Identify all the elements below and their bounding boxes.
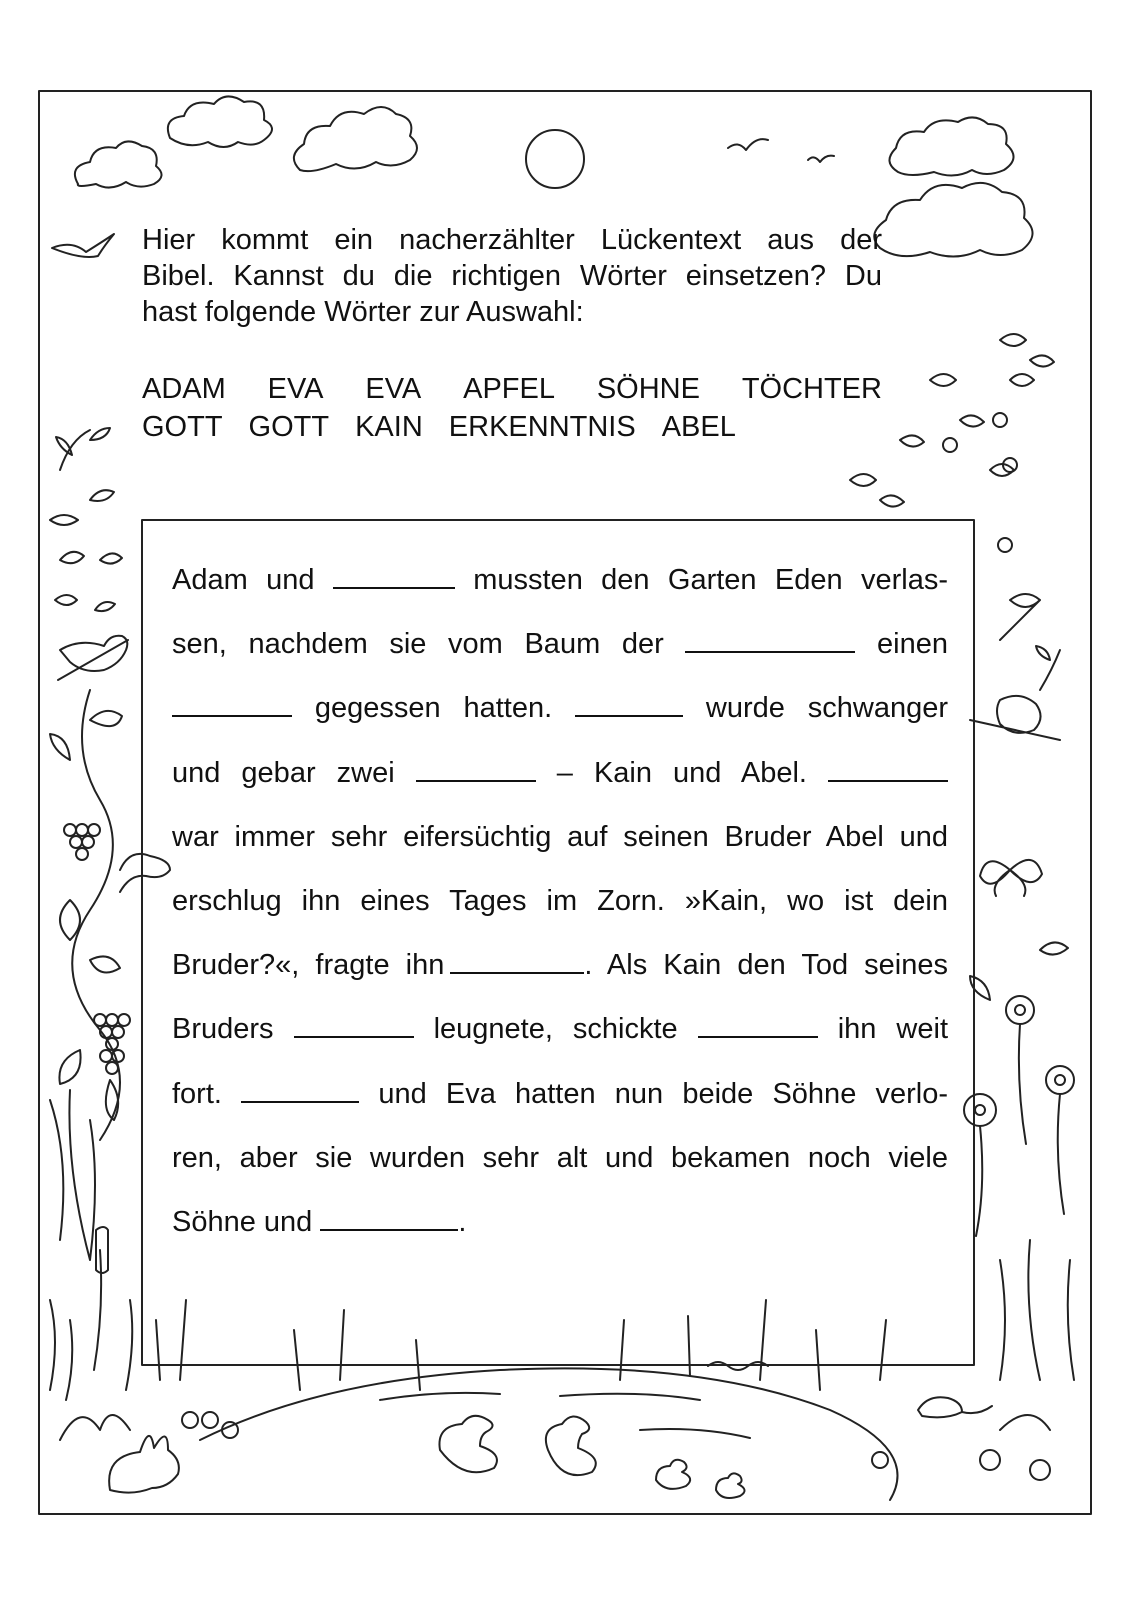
word-bank-row [142,370,882,408]
duck-icon [439,1416,496,1472]
story-text: . [458,1205,467,1238]
intro-line: Bibel. Kannst du die richtigen Wörter einsetzen? Du [142,260,882,292]
word-bank-word: ERKENNTNIS [448,411,636,443]
story-text: Bruders [172,1013,274,1046]
cloud-icon [75,141,162,187]
word-bank-word: EVA [267,373,324,405]
duck-icon [546,1416,596,1475]
word-bank-word: GOTT [142,411,223,443]
story-line [172,548,948,612]
duckling-icon [656,1460,690,1489]
story-text: fort. [172,1077,222,1110]
pond-scene [60,1300,1050,1500]
word-bank-word: TÖCHTER [741,373,882,405]
story-text: Söhne und [172,1205,313,1238]
word-bank-word: ADAM [142,373,226,405]
story-line [172,933,948,997]
story-text: und Eva hatten nun beide Söhne verlo- [378,1077,948,1110]
story-text: Adam und [172,564,315,596]
word-bank-row [142,408,882,446]
story-text: einen [877,628,948,661]
answer-blank[interactable] [450,946,584,974]
bird-icon [808,156,834,162]
story-text: gegessen hatten. [314,692,553,725]
answer-blank[interactable] [575,689,683,717]
cloze-story [172,548,948,1254]
left-foliage [50,428,170,1400]
answer-blank[interactable] [685,625,855,653]
story-text: Bruder?«, fragte ihn [172,949,445,982]
story-text: wurde schwanger [705,692,948,725]
intro-text [142,222,882,330]
story-text: leugnete, schickte [433,1013,678,1046]
story-text: ihn weit [837,1013,948,1046]
duckling-icon [716,1473,745,1498]
rabbit-icon [109,1436,179,1493]
sun-icon [526,130,584,188]
story-line: war immer sehr eifersüchtig auf seinen Bruder Abel und [172,820,948,853]
cloud-icon [889,117,1013,175]
story-line [172,997,948,1061]
word-bank-word: EVA [365,373,422,405]
story-text: . Als Kain den Tod seines [584,949,948,982]
bird-icon [728,139,768,150]
story-line [172,676,948,740]
word-bank-word: ABEL [661,411,736,443]
word-bank-word: GOTT [248,411,330,443]
word-bank [142,370,882,446]
cloud-icon [294,107,417,171]
story-line [172,612,948,676]
answer-blank[interactable] [294,1010,414,1038]
answer-blank[interactable] [320,1203,458,1231]
story-text: und gebar zwei [172,756,395,789]
story-text: mussten den Garten Eden verlas- [473,564,949,596]
answer-blank[interactable] [698,1010,818,1038]
cloud-icon [874,183,1032,257]
word-bank-word: KAIN [355,411,423,443]
answer-blank[interactable] [241,1075,359,1103]
mouse-icon [918,1397,992,1417]
story-line: erschlug ihn eines Tages im Zorn. »Kain, wo ist dein [172,884,948,917]
answer-blank[interactable] [828,754,948,782]
word-bank-word: SÖHNE [596,373,700,405]
story-line [172,741,948,805]
answer-blank[interactable] [172,689,292,717]
intro-line: hast folgende Wörter zur Auswahl: [142,296,584,328]
answer-blank[interactable] [333,561,455,589]
word-bank-word: APFEL [463,373,555,405]
story-text: sen, nachdem sie vom Baum der [172,628,664,661]
story-line: ren, aber sie wurden sehr alt und bekamen noch viele [172,1141,948,1174]
story-line [172,1190,948,1254]
seagull-icon [52,234,114,257]
story-line [172,1062,948,1126]
cloud-icon [168,96,272,147]
story-text: – Kain und Abel. [556,756,807,789]
intro-line: Hier kommt ein nacherzählter Lückentext aus der [142,224,882,256]
answer-blank[interactable] [416,754,536,782]
